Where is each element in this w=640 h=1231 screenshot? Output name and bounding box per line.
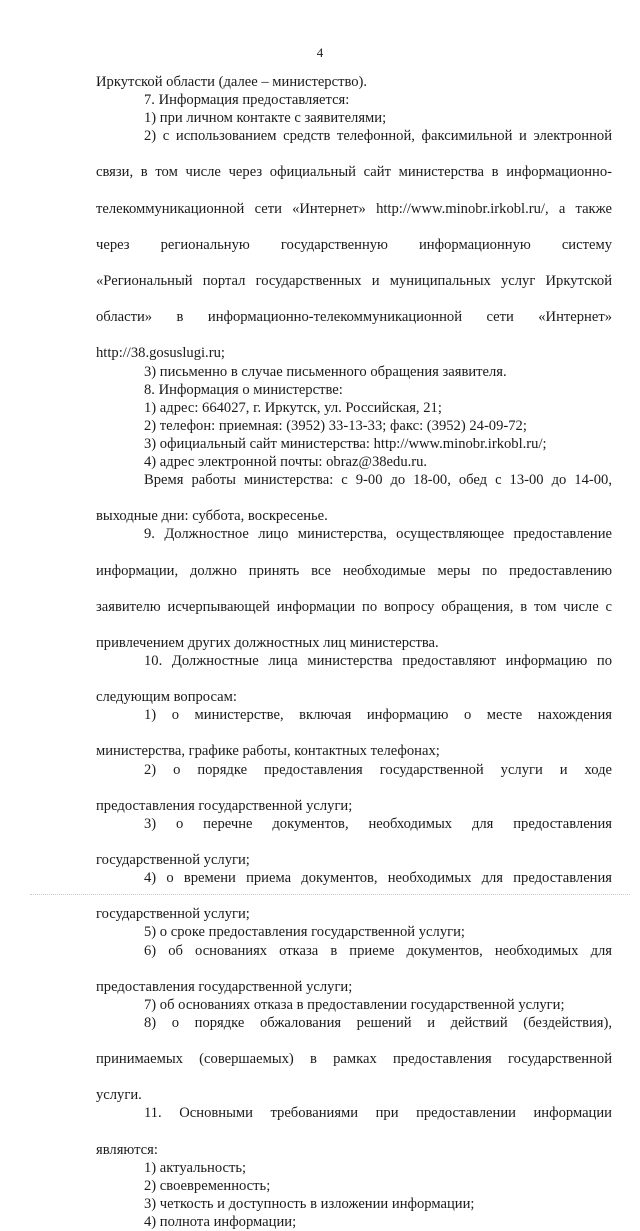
paragraph-16-line-1: 3) о перечне документов, необходимых для предоставления — [144, 815, 612, 832]
paragraph-2-line-1: 7. Информация предоставляется: — [144, 92, 350, 109]
paragraph-13-line-1: 10. Должностные лица министерства предоставляют информацию по — [144, 653, 612, 669]
paragraph-3-line-1: 1) при личном контакте с заявителями; — [144, 110, 387, 127]
paragraph-13-line-2: следующим вопросам: — [96, 689, 237, 706]
page-number: 4 — [316, 45, 324, 60]
paragraph-12-line-1: 9. Должностное лицо министерства, осуществляющее предоставление — [144, 526, 612, 543]
paragraph-21-line-1: 8) о порядке обжалования решений и действий (бездействия), — [144, 1014, 612, 1031]
paragraph-7-line-1: 1) адрес: 664027, г. Иркутск, ул. Российская, 21; — [144, 399, 442, 416]
paragraph-4-line-7: http://38.gosuslugi.ru; — [96, 345, 225, 362]
paragraph-4-line-6: области» в информационно-телекоммуникационной сети «Интернет» — [96, 309, 612, 326]
paragraph-19-line-1: 6) об основаниях отказа в приеме документов, необходимых для — [144, 942, 612, 959]
paragraph-17-line-1: 4) о времени приема документов, необходимых для предоставления — [144, 870, 612, 887]
paragraph-26-line-1: 4) полнота информации; — [144, 1213, 297, 1230]
paragraph-16-line-2: государственной услуги; — [96, 852, 250, 869]
paragraph-8-line-1: 2) телефон: приемная: (3952) 33-13-33; факс: (3952) 24-09-72; — [144, 417, 527, 434]
paragraph-4-line-5: «Региональный портал государственных и муниципальных услуг Иркутской — [96, 273, 612, 290]
paragraph-14-line-2: министерства, графике работы, контактных телефонах; — [96, 743, 440, 760]
paragraph-4-line-1: 2) с использованием средств телефонной, факсимильной и электронной — [144, 128, 612, 145]
paragraph-21-line-3: услуги. — [96, 1087, 142, 1104]
paragraph-24-line-1: 2) своевременность; — [144, 1177, 271, 1194]
paragraph-11-line-1: Время работы министерства: с 9-00 до 18-00, обед с 13-00 до 14-00, — [144, 472, 612, 489]
paragraph-22-line-2: являются: — [96, 1141, 158, 1158]
paragraph-4-line-3: телекоммуникационной сети «Интернет» http://www.minobr.irkobl.ru/, а также — [96, 200, 612, 217]
paragraph-4-line-4: через региональную государственную информационную систему — [96, 236, 612, 253]
paragraph-22-line-1: 11. Основными требованиями при предоставлении информации — [144, 1105, 612, 1122]
paragraph-11-line-2: выходные дни: суббота, воскресенье. — [96, 508, 328, 525]
paragraph-4-line-2: связи, в том числе через официальный сайт министерства в информационно- — [96, 164, 612, 181]
paragraph-6-line-1: 8. Информация о министерстве: — [144, 381, 343, 398]
paragraph-12-line-4: привлечением других должностных лиц министерства. — [96, 634, 439, 651]
paragraph-21-line-2: принимаемых (совершаемых) в рамках предоставления государственной — [96, 1051, 612, 1068]
paragraph-10-line-1: 4) адрес электронной почты: obraz@38edu.ru. — [144, 453, 428, 470]
paragraph-19-line-2: предоставления государственной услуги; — [96, 978, 353, 995]
paragraph-12-line-2: информации, должно принять все необходимые меры по предоставлению — [96, 562, 612, 579]
paragraph-15-line-1: 2) о порядке предоставления государственной услуги и ходе — [144, 761, 612, 778]
paragraph-25-line-1: 3) четкость и доступность в изложении информации; — [144, 1195, 475, 1212]
paragraph-1-line-1: Иркутской области (далее – министерство). — [96, 74, 368, 90]
paragraph-9-line-1: 3) официальный сайт министерства: http://www.minobr.irkobl.ru/; — [144, 435, 547, 452]
paragraph-15-line-2: предоставления государственной услуги; — [96, 797, 353, 814]
paragraph-18-line-1: 5) о сроке предоставления государственной услуги; — [144, 924, 465, 941]
scan-edge-divider — [30, 894, 630, 895]
paragraph-20-line-1: 7) об основаниях отказа в предоставлении государственной услуги; — [144, 996, 565, 1013]
paragraph-12-line-3: заявителю исчерпывающей информации по вопросу обращения, в том числе с — [96, 598, 612, 615]
document-body — [96, 73, 612, 1231]
paragraph-14-line-1: 1) о министерстве, включая информацию о месте нахождения — [144, 707, 612, 724]
paragraph-23-line-1: 1) актуальность; — [144, 1159, 247, 1176]
paragraph-5-line-1: 3) письменно в случае письменного обращения заявителя. — [144, 363, 507, 380]
paragraph-17-line-2: государственной услуги; — [96, 906, 250, 923]
